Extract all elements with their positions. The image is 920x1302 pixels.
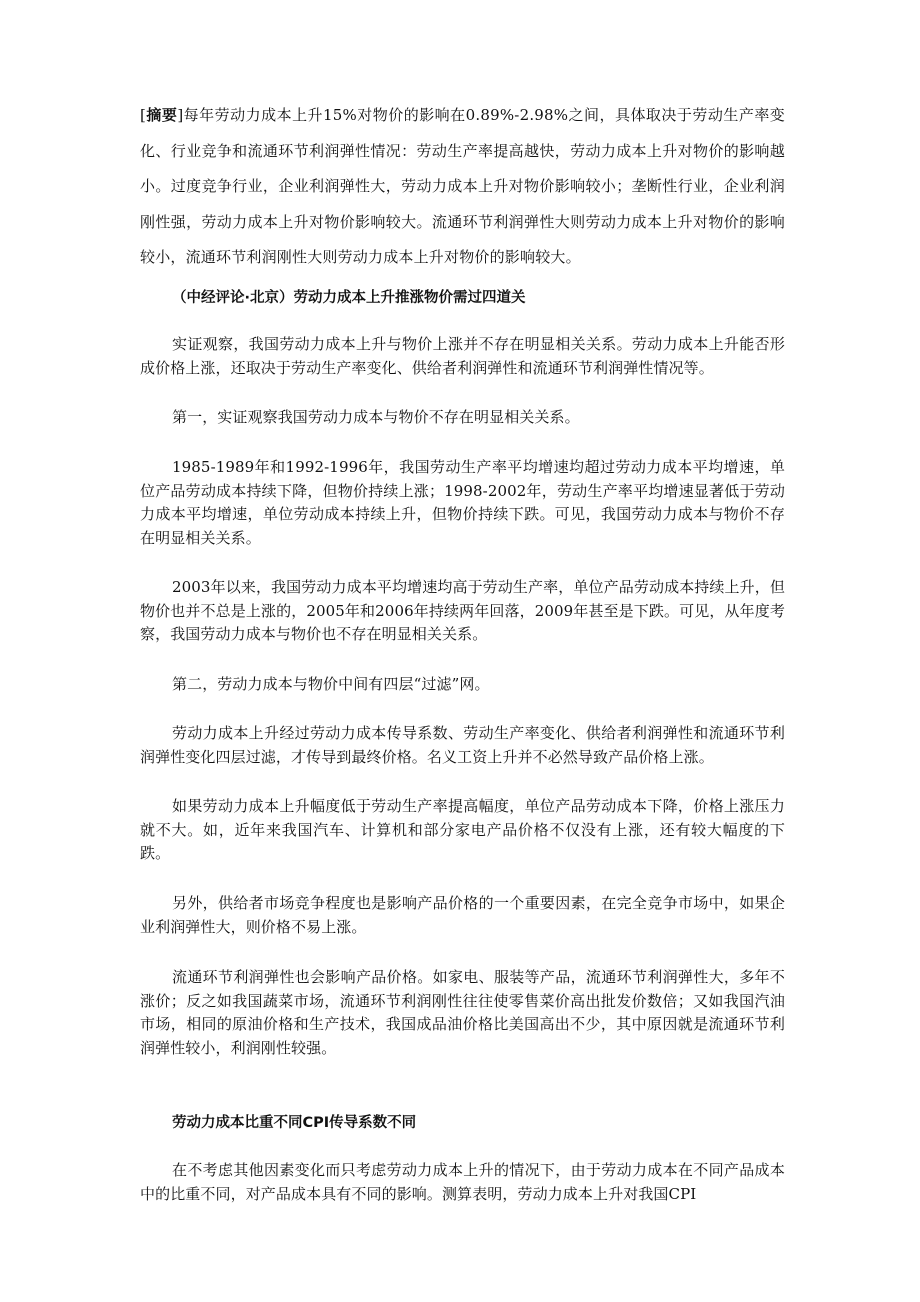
paragraph-8: 另外，供给者市场竞争程度也是影响产品价格的一个重要因素，在完全竞争市场中，如果企业利润弹性大，则价格不易上涨。: [140, 894, 785, 936]
abstract-label: 摘要: [146, 106, 178, 124]
article-subtitle: （中经评论·北京）劳动力成本上升推涨物价需过四道关: [172, 290, 526, 306]
paragraph-2: 第一，实证观察我国劳动力成本与物价不存在明显相关关系。: [172, 408, 580, 426]
section-heading: 劳动力成本比重不同CPI传导系数不同: [172, 1115, 417, 1131]
paragraph-5: 第二，劳动力成本与物价中间有四层“过滤”网。: [172, 675, 490, 693]
abstract-text: 每年劳动力成本上升15%对物价的影响在0.89%-2.98%之间，具体取决于劳动生产率变化、行业竞争和流通环节利润弹性情况：劳动生产率提高越快，劳动力成本上升对物价的影响越小。过度竞争行业，企业利润弹性大，劳动力成本上升对物价影响较小；垄断性行业，企业利润刚性强，劳动力成本上升对物价影响较大。流通环节利润弹性大则劳动力成本上升对物价的影响较小，流通环节利润刚性大则劳动力成本上升对物价的影响较大。: [140, 106, 786, 267]
abstract-paragraph: [140, 98, 785, 276]
paragraph-1: 实证观察，我国劳动力成本上升与物价上涨并不存在明显相关关系。劳动力成本上升能否形成价格上涨，还取决于劳动生产率变化、供给者利润弹性和流通环节利润弹性情况等。: [140, 335, 785, 377]
abstract-bracket-open: [: [140, 106, 147, 124]
abstract-bracket-close: ]: [177, 106, 184, 124]
paragraph-7: 如果劳动力成本上升幅度低于劳动生产率提高幅度，单位产品劳动成本下降，价格上涨压力就不大。如，近年来我国汽车、计算机和部分家电产品价格不仅没有上涨，还有较大幅度的下跌。: [140, 797, 785, 862]
paragraph-4: 2003年以来，我国劳动力成本平均增速均高于劳动生产率，单位产品劳动成本持续上升，但物价也并不总是上涨的，2005年和2006年持续两年回落，2009年甚至是下跌。可见，从年度考察，我国劳动力成本与物价也不存在明显相关关系。: [140, 578, 785, 643]
paragraph-3: 1985-1989年和1992-1996年，我国劳动生产率平均增速均超过劳动力成本平均增速，单位产品劳动成本持续下降，但物价持续上涨；1998-2002年，劳动生产率平均增速显著低于劳动力成本平均增速，单位劳动成本持续上升，但物价持续下跌。可见，我国劳动力成本与物价不存在明显相关关系。: [140, 458, 785, 547]
paragraph-6: 劳动力成本上升经过劳动力成本传导系数、劳动生产率变化、供给者利润弹性和流通环节利润弹性变化四层过滤，才传导到最终价格。名义工资上升并不必然导致产品价格上涨。: [140, 724, 785, 766]
paragraph-9: 流通环节利润弹性也会影响产品价格。如家电、服装等产品，流通环节利润弹性大，多年不涨价；反之如我国蔬菜市场，流通环节利润刚性往往使零售菜价高出批发价数倍；又如我国汽油市场，相同的原油价格和生产技术，我国成品油价格比美国高出不少，其中原因就是流通环节利润弹性较小，利润刚性较强。: [140, 968, 785, 1057]
paragraph-10: 在不考虑其他因素变化而只考虑劳动力成本上升的情况下，由于劳动力成本在不同产品成本中的比重不同，对产品成本具有不同的影响。测算表明，劳动力成本上升对我国CPI: [140, 1161, 785, 1203]
